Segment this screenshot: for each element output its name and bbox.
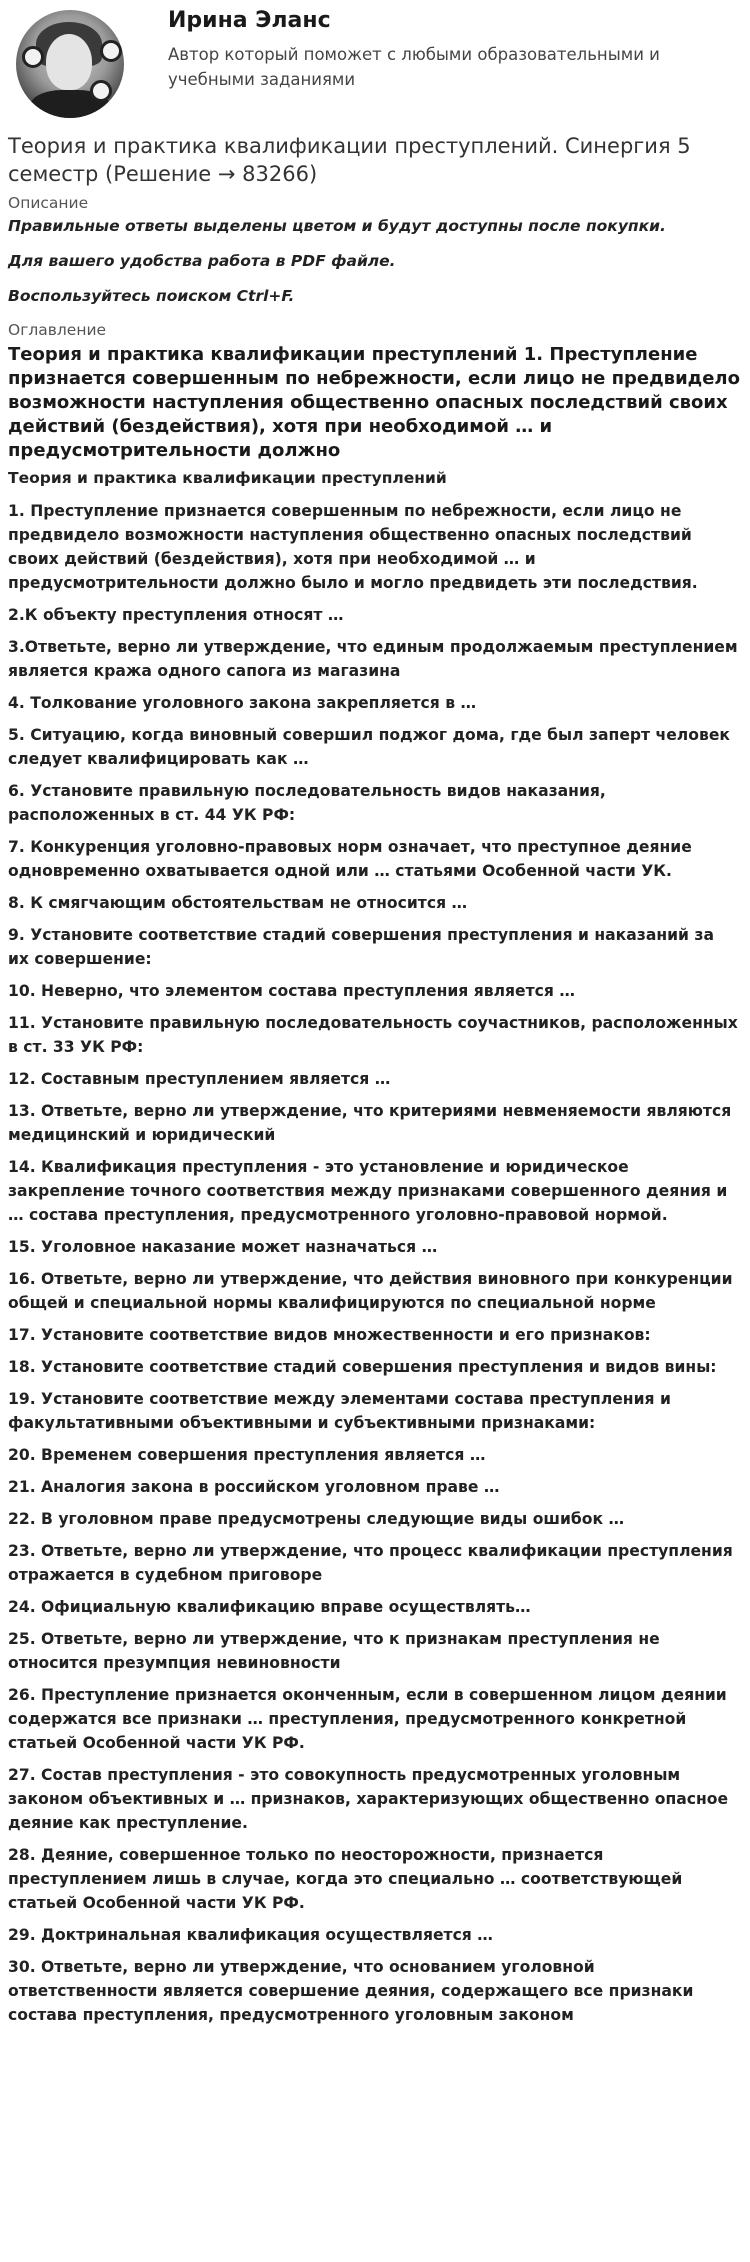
question-item: 1. Преступление признается совершенным по небрежности, если лицо не предвидело возможности наступления общественно опасных последствий своих действий (бездействия), хотя при необходимой … и предусмотрительности должно было и могло предвидеть эти последствия. bbox=[8, 502, 698, 592]
question-item: 17. Установите соответствие видов множественности и его признаков: bbox=[8, 1326, 651, 1344]
avatar-decoration bbox=[90, 80, 112, 102]
question-item: 9. Установите соответствие стадий совершения преступления и наказаний за их совершение: bbox=[8, 926, 714, 968]
question-item: 6. Установите правильную последовательность видов наказания, расположенных в ст. 44 УК РФ: bbox=[8, 782, 606, 824]
question-item: 11. Установите правильную последовательность соучастников, расположенных в ст. 33 УК РФ: bbox=[8, 1014, 738, 1056]
toc-heading: Теория и практика квалификации преступлений 1. Преступление признается совершенным по небрежности, если лицо не предвидело возможности наступления общественно опасных последствий своих действий (бездействия), хотя при необходимой … и предусмотрительности должно bbox=[8, 344, 740, 461]
toc-subheading: Теория и практика квалификации преступлений bbox=[8, 469, 447, 487]
question-item: 29. Доктринальная квалификация осуществляется … bbox=[8, 1926, 493, 1944]
question-item: 23. Ответьте, верно ли утверждение, что процесс квалификации преступления отражается в судебном приговоре bbox=[8, 1542, 733, 1584]
question-item: 5. Ситуацию, когда виновный совершил поджог дома, где был заперт человек следует квалифицировать как … bbox=[8, 726, 730, 768]
question-item: 12. Составным преступлением является … bbox=[8, 1070, 391, 1088]
author-name[interactable]: Ирина Эланс bbox=[168, 8, 331, 33]
toc-label: Оглавление bbox=[8, 321, 107, 339]
question-item: 14. Квалификация преступления - это установление и юридическое закрепление точного соответствия между признаками совершенного деяния и … состава преступления, предусмотренного уголовно-правовой нормой. bbox=[8, 1158, 728, 1224]
description-line: Для вашего удобства работа в PDF файле. bbox=[8, 252, 396, 270]
avatar-decoration bbox=[22, 46, 44, 68]
question-item: 18. Установите соответствие стадий совершения преступления и видов вины: bbox=[8, 1358, 717, 1376]
question-item: 26. Преступление признается оконченным, если в совершенном лицом деянии содержатся все признаки … преступления, предусмотренного конкретной статьей Особенной части УК РФ. bbox=[8, 1686, 727, 1752]
question-item: 15. Уголовное наказание может назначаться … bbox=[8, 1238, 438, 1256]
question-item: 19. Установите соответствие между элементами состава преступления и факультативными объективными и субъективными признаками: bbox=[8, 1390, 671, 1432]
question-item: 22. В уголовном праве предусмотрены следующие виды ошибок … bbox=[8, 1510, 625, 1528]
author-avatar[interactable] bbox=[16, 10, 124, 118]
question-item: 28. Деяние, совершенное только по неосторожности, признается преступлением лишь в случае, когда это специально … соответствующей статьей Особенной части УК РФ. bbox=[8, 1846, 683, 1912]
description-line: Воспользуйтесь поиском Ctrl+F. bbox=[8, 287, 295, 305]
avatar-face bbox=[46, 34, 92, 90]
question-list bbox=[8, 499, 740, 2027]
question-item: 25. Ответьте, верно ли утверждение, что к признакам преступления не относится презумпция невиновности bbox=[8, 1630, 660, 1672]
question-item: 2.К объекту преступления относят … bbox=[8, 606, 344, 624]
question-item: 3.Ответьте, верно ли утверждение, что единым продолжаемым преступлением является кража одного сапога из магазина bbox=[8, 638, 738, 680]
question-item: 20. Временем совершения преступления является … bbox=[8, 1446, 486, 1464]
question-item: 21. Аналогия закона в российском уголовном праве … bbox=[8, 1478, 500, 1496]
avatar-decoration bbox=[100, 40, 122, 62]
question-item: 16. Ответьте, верно ли утверждение, что действия виновного при конкуренции общей и специальной нормы квалифицируются по специальной норме bbox=[8, 1270, 733, 1312]
description-label: Описание bbox=[8, 194, 89, 212]
question-item: 24. Официальную квалификацию вправе осуществлять… bbox=[8, 1598, 531, 1616]
description-line: Правильные ответы выделены цветом и будут доступны после покупки. bbox=[8, 217, 666, 235]
question-item: 10. Неверно, что элементом состава преступления является … bbox=[8, 982, 575, 1000]
author-card bbox=[8, 0, 740, 128]
question-item: 30. Ответьте, верно ли утверждение, что основанием уголовной ответственности является совершение деяния, содержащего все признаки состава преступления, предусмотренного уголовным законом bbox=[8, 1958, 694, 2024]
question-item: 27. Состав преступления - это совокупность предусмотренных уголовным законом объективных и … признаков, характеризующих общественно опасное деяние как преступление. bbox=[8, 1766, 729, 1832]
author-description: Автор который поможет с любыми образовательными и учебными заданиями bbox=[168, 45, 660, 89]
question-item: 8. К смягчающим обстоятельствам не относится … bbox=[8, 894, 468, 912]
question-item: 13. Ответьте, верно ли утверждение, что критериями невменяемости являются медицинский и юридический bbox=[8, 1102, 732, 1144]
question-item: 7. Конкуренция уголовно-правовых норм означает, что преступное деяние одновременно охватывается одной или … статьями Особенной части УК. bbox=[8, 838, 692, 880]
document-title: Теория и практика квалификации преступлений. Синергия 5 семестр (Решение → 83266) bbox=[8, 134, 691, 186]
question-item: 4. Толкование уголовного закона закрепляется в … bbox=[8, 694, 477, 712]
